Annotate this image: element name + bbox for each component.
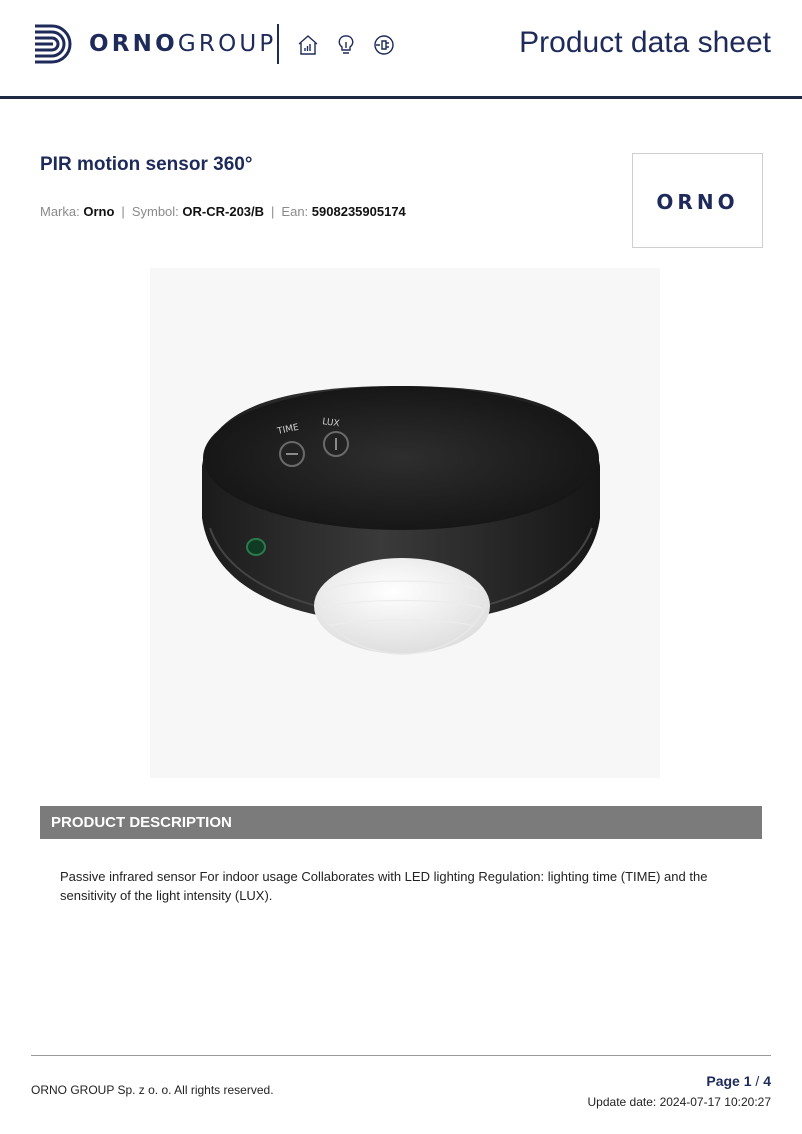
product-meta <box>40 204 406 219</box>
dial-time-label: TIME <box>276 422 300 437</box>
meta-separator: | <box>271 204 275 219</box>
header-rule <box>0 96 802 99</box>
footer-rule <box>31 1055 771 1056</box>
copyright-text: ORNO GROUP Sp. z o. o. All rights reserved. <box>31 1083 274 1097</box>
company-logo-text <box>89 30 277 58</box>
header-divider <box>277 24 279 64</box>
brand-label: Marka: <box>40 204 80 219</box>
plug-icon <box>372 33 396 57</box>
page-header <box>0 0 802 100</box>
ean-value: 5908235905174 <box>311 204 406 219</box>
orno-logo-icon <box>33 23 75 65</box>
brand-logo: ORNO <box>656 190 739 214</box>
section-header <box>40 806 762 839</box>
meta-separator: | <box>121 204 125 219</box>
page-separator: / <box>755 1073 760 1089</box>
brand-value: Orno <box>83 204 115 219</box>
symbol-value: OR-CR-203/B <box>182 204 265 219</box>
logo-text-light: GROUP <box>177 31 277 57</box>
page-current: 1 <box>743 1073 752 1089</box>
motion-sensor-image <box>150 268 660 778</box>
ean-label: Ean: <box>281 204 309 219</box>
update-date: Update date: 2024-07-17 10:20:27 <box>587 1095 771 1109</box>
symbol-label: Symbol: <box>131 204 179 219</box>
brand-logo-box <box>632 153 763 248</box>
page-number <box>706 1073 771 1089</box>
dial-lux-label: LUX <box>321 417 341 430</box>
product-description: Passive infrared sensor For indoor usage Collaborates with LED lighting Regulation: lighting time (TIME) and the sensitivity of the light intensity (LUX). <box>60 869 708 903</box>
page-total: 4 <box>763 1073 771 1089</box>
product-image <box>150 268 660 778</box>
smart-home-icon <box>296 33 320 57</box>
page-label: Page <box>706 1073 740 1089</box>
document-title: Product data sheet <box>519 26 771 59</box>
product-name: PIR motion sensor 360° <box>40 154 253 175</box>
section-title: PRODUCT DESCRIPTION <box>51 814 232 831</box>
logo-text-bold: ORNO <box>89 31 178 57</box>
lightbulb-icon <box>334 33 358 57</box>
